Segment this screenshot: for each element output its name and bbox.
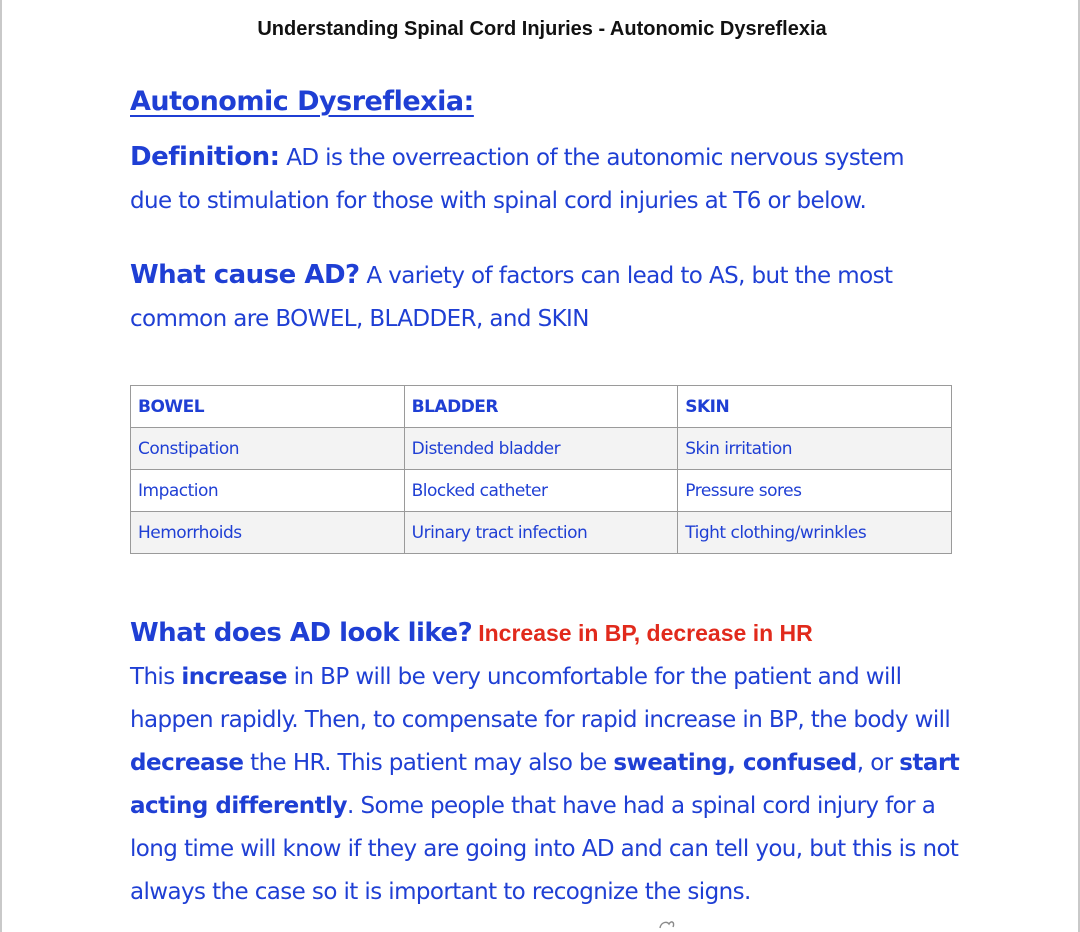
- emphasis-decrease: decrease: [130, 750, 244, 776]
- emphasis-behavior: start acting differently: [130, 750, 960, 819]
- appearance-question: What does AD look like?: [130, 618, 473, 648]
- appearance-text: in BP will be very uncomfortable for the patient and will happen rapidly. Then, to compensate for rapid increase in BP, the body will: [130, 664, 951, 733]
- causes-table: [130, 385, 952, 554]
- table-row: [131, 512, 952, 554]
- appearance-text: This: [130, 664, 182, 690]
- emphasis-increase: increase: [181, 664, 287, 690]
- appearance-text: the HR. This patient may also be: [243, 750, 614, 776]
- table-cell: Tight clothing/wrinkles: [678, 512, 952, 554]
- table-cell: Pressure sores: [678, 470, 952, 512]
- causes-text: A variety of factors can lead to AS, but the most common are BOWEL, BLADDER, and SKIN: [130, 263, 893, 332]
- causes-paragraph: [130, 254, 950, 341]
- section-heading: Autonomic Dysreflexia:: [130, 86, 474, 117]
- table-header-row: [131, 386, 952, 428]
- appearance-text: , or: [856, 750, 900, 776]
- table-cell: Urinary tract infection: [404, 512, 678, 554]
- table-cell: Impaction: [131, 470, 405, 512]
- table-header-skin: SKIN: [678, 386, 952, 428]
- table-cell: Skin irritation: [678, 428, 952, 470]
- appearance-paragraph: [130, 612, 960, 914]
- causes-question: What cause AD?: [130, 260, 360, 290]
- doodle-icon: [657, 918, 677, 932]
- table-header-bowel: BOWEL: [131, 386, 405, 428]
- appearance-text: . Some people that have had a spinal cord injury for a long time will know if they are going into AD and can tell you, but this is not always the case so it is important to recognize the signs.: [130, 793, 959, 905]
- document-title: Understanding Spinal Cord Injuries - Autonomic Dysreflexia: [257, 18, 827, 40]
- definition-paragraph: [130, 136, 950, 223]
- table-cell: Constipation: [131, 428, 405, 470]
- appearance-highlight: Increase in BP, decrease in HR: [478, 620, 813, 646]
- table-cell: Blocked catheter: [404, 470, 678, 512]
- table-cell: Hemorrhoids: [131, 512, 405, 554]
- table-header-bladder: BLADDER: [404, 386, 678, 428]
- definition-label: Definition:: [130, 142, 280, 172]
- table-row: [131, 428, 952, 470]
- emphasis-symptoms: sweating, confused: [613, 750, 857, 776]
- table-row: [131, 470, 952, 512]
- table-cell: Distended bladder: [404, 428, 678, 470]
- definition-text: AD is the overreaction of the autonomic nervous system due to stimulation for those with spinal cord injuries at T6 or below.: [130, 145, 904, 214]
